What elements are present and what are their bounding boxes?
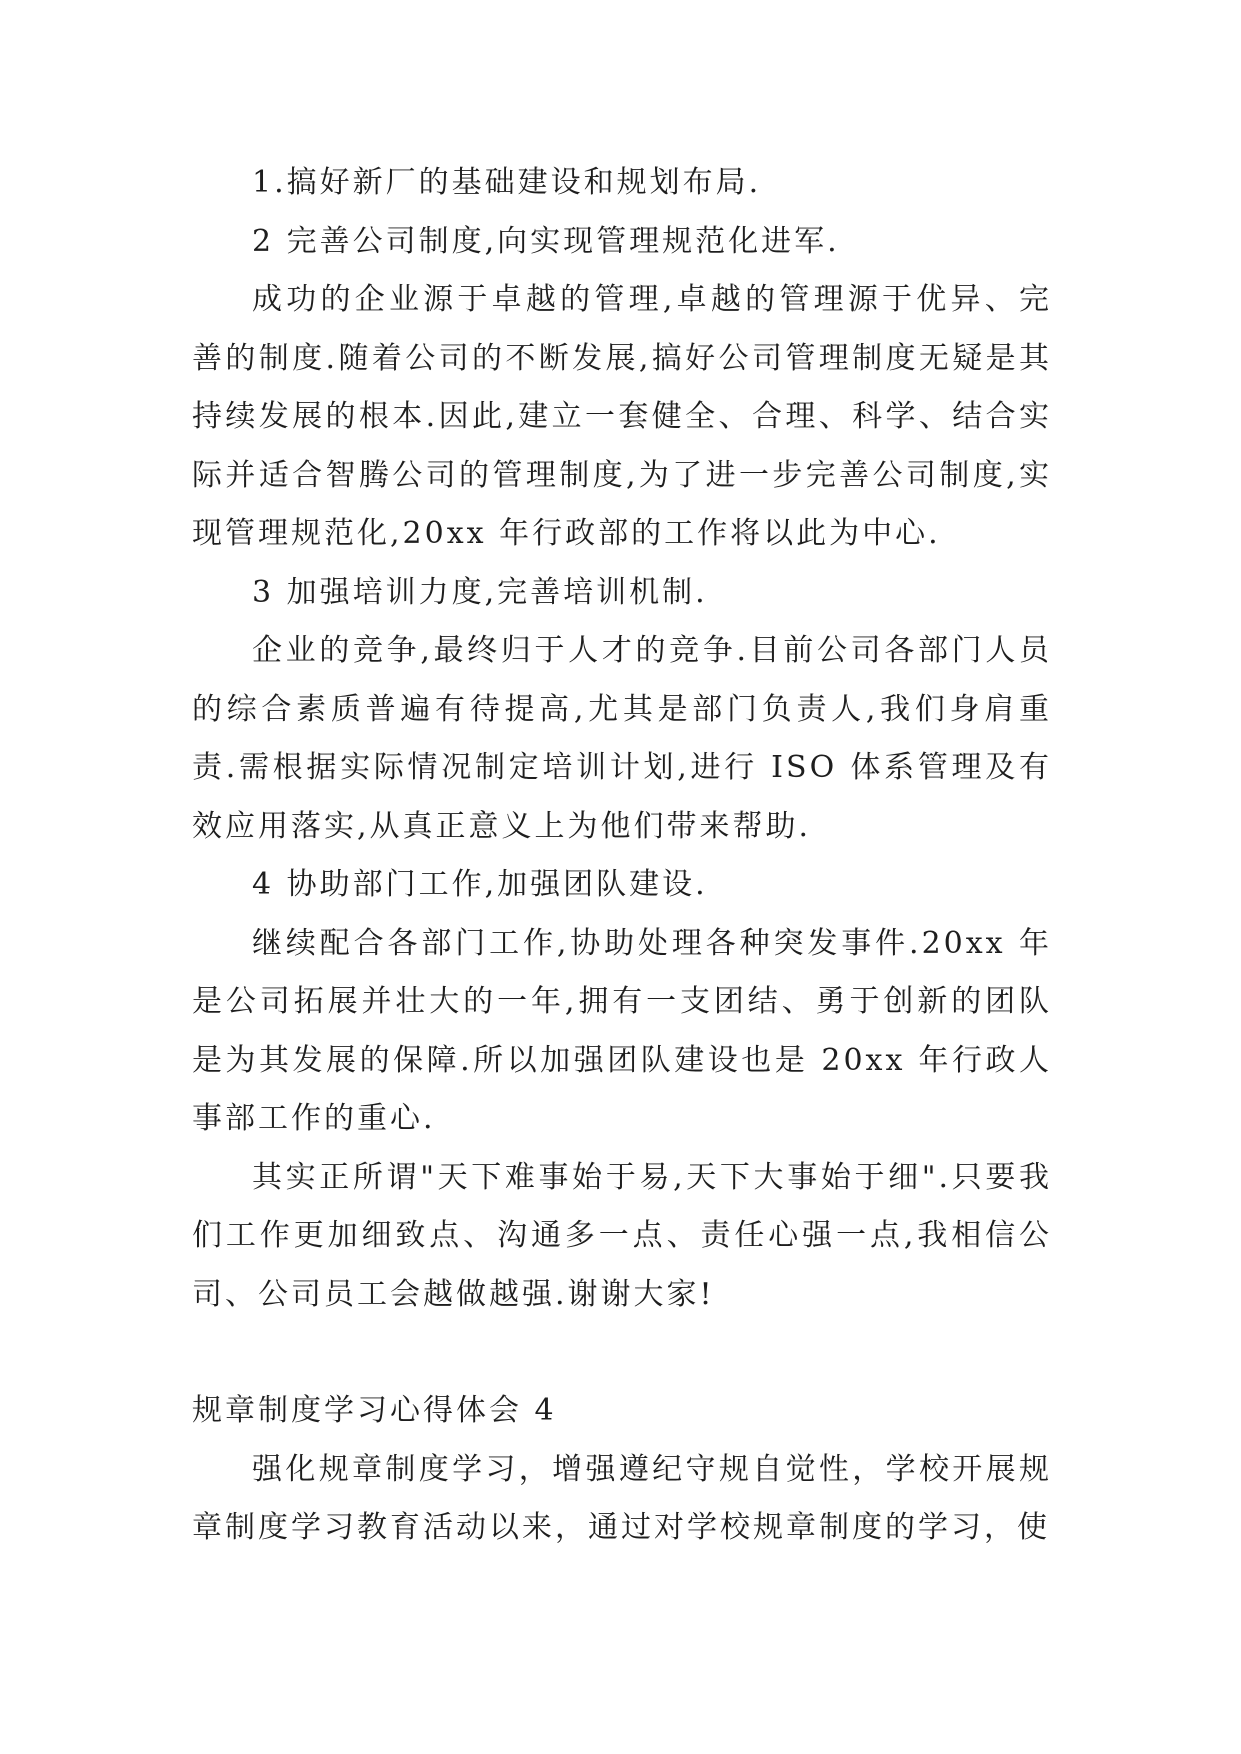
paragraph-body-3: 继续配合各部门工作,协助处理各种突发事件.20xx 年是公司拓展并壮大的一年,拥有一支团结、勇于创新的团队是为其发展的保障.所以加强团队建设也是 20xx 年行政人事部工作的重心.: [192, 925, 1052, 1136]
paragraph-item-4: 4 协助部门工作,加强团队建设.: [252, 867, 708, 902]
paragraph-item-3: 3 加强培训力度,完善培训机制.: [252, 574, 708, 610]
paragraph-item-2: 2 完善公司制度,向实现管理规范化进军.: [252, 223, 840, 259]
section-spacer: [192, 1324, 1052, 1382]
paragraph-conclusion: 其实正所谓"天下难事始于易,天下大事始于细".只要我们工作更加细致点、沟通多一点、责任心强一点,我相信公司、公司员工会越做越强.谢谢大家!: [192, 1159, 1052, 1312]
paragraph-section-intro: 强化规章制度学习，增强遵纪守规自觉性，学校开展规章制度学习教育活动以来，通过对学校规章制度的学习，使: [192, 1451, 1052, 1545]
paragraph-body-1: 成功的企业源于卓越的管理,卓越的管理源于优异、完善的制度.随着公司的不断发展,搞好公司管理制度无疑是其持续发展的根本.因此,建立一套健全、合理、科学、结合实际并适合智腾公司的管理制度,为了进一步完善公司制度,实现管理规范化,20xx 年行政部的工作将以此为中心.: [192, 282, 1052, 551]
section-heading: 规章制度学习心得体会 4: [192, 1393, 557, 1428]
paragraph-body-2: 企业的竞争,最终归于人才的竞争.目前公司各部门人员的综合素质普遍有待提高,尤其是部门负责人,我们身肩重责.需根据实际情况制定培训计划,进行 ISO 体系管理及有效应用落实,从真正意义上为他们带来帮助.: [192, 633, 1052, 844]
paragraph-item-1: 1.搞好新厂的基础建设和规划布局.: [252, 165, 762, 200]
document-body: [192, 154, 1052, 1558]
